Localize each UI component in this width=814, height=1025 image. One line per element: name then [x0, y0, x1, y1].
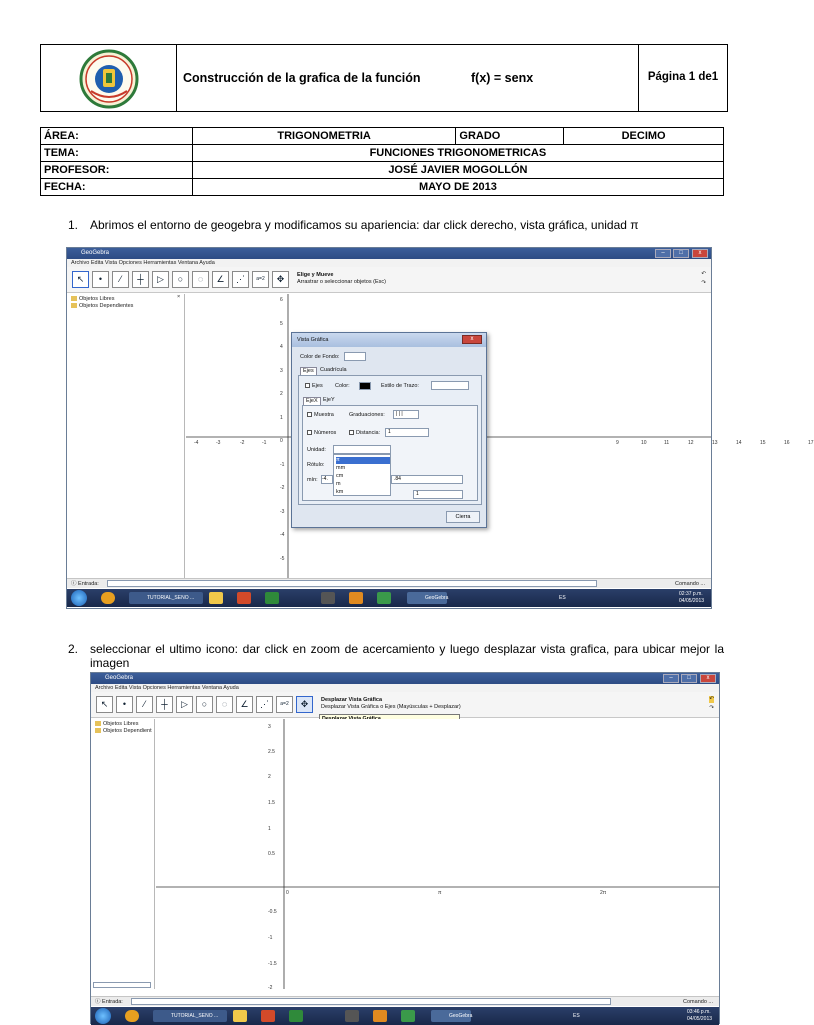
unit-dropdown-list[interactable] [333, 454, 391, 496]
task-label: TUTORIAL_SENO ... [147, 595, 195, 601]
dependent-objects-node[interactable]: Objetos Dependient [95, 728, 152, 735]
y-tick-label: 6 [280, 297, 283, 303]
distance-checkbox[interactable]: Distancia: [349, 430, 380, 437]
axes-checkbox[interactable]: Ejes [305, 383, 323, 390]
move-tool-icon[interactable]: ↖ [96, 696, 113, 713]
y-tick-label: 2.5 [268, 749, 275, 755]
grade-label: GRADO [456, 128, 564, 145]
help-icon[interactable]: ⓘ [95, 999, 101, 1005]
document-title: Construcción de la grafica de la función [183, 71, 421, 85]
step-2-number: 2. [68, 642, 79, 656]
graphics-dialog [291, 332, 487, 528]
title-cell [177, 45, 639, 111]
numbers-checkbox[interactable]: Números [307, 430, 336, 437]
powerpoint-icon[interactable] [261, 1010, 275, 1022]
powerpoint-icon[interactable] [237, 592, 251, 604]
dialog-title: Vista Gráfica [292, 333, 486, 347]
y-tick-label: 5 [280, 320, 283, 327]
tab-y-axis[interactable]: EjeY [323, 397, 335, 403]
free-objects-node[interactable]: Objetos Libres [95, 721, 138, 728]
dialog-close-icon[interactable]: x [462, 335, 482, 344]
teacher-value: JOSÉ JAVIER MOGOLLÓN [192, 162, 723, 179]
x-tick-label: 15 [760, 440, 766, 446]
folder-icon [71, 303, 77, 308]
free-objects-node[interactable]: Objetos Libres [71, 296, 114, 303]
window-titlebar [67, 248, 711, 259]
tool-description: Arrastrar o seleccionar objetos (Esc) [297, 279, 386, 285]
min-label: mín: [307, 477, 318, 483]
task-label: TUTORIAL_SENO ... [171, 1013, 219, 1019]
undo-icon[interactable]: ↶ [701, 271, 706, 277]
text-tool-icon[interactable]: a=2 [276, 696, 293, 713]
tool-description: Desplazar Vista Gráfica o Ejes (Mayúsculas + Desplazar) [321, 704, 461, 710]
tab-axes[interactable]: Ejes [300, 367, 317, 376]
network-app-icon[interactable] [377, 592, 391, 604]
geogebra-task-label: GeoGebra [425, 595, 449, 601]
explorer-icon[interactable] [233, 1010, 247, 1022]
clock-time: 02:37 p.m. [679, 591, 703, 597]
y-tick-label: 3 [280, 367, 283, 374]
y-tick-label: 1.5 [268, 800, 275, 806]
window-title: GeoGebra [105, 675, 134, 681]
conic-tool-icon[interactable]: ◌ [192, 271, 209, 288]
line-style-label: Estilo de Trazo: [381, 383, 419, 389]
max-input[interactable]: .84 [391, 475, 463, 484]
tool-name: Desplazar Vista Gráfica [321, 697, 383, 703]
algebra-view [67, 294, 185, 578]
dependent-objects-node[interactable]: Objetos Dependientes [71, 303, 133, 310]
topic-label: TEMA: [41, 145, 193, 162]
x-tick-label: 12 [688, 440, 694, 446]
x-tick-label: -1 [262, 440, 267, 446]
y-tick-label: -2 [280, 485, 285, 491]
step-2-text: seleccionar el ultimo icono: dar click en zoom de acercamiento y luego desplazar vista grafica, para ubicar mejor la imagen [90, 642, 724, 670]
grade-value: DECIMO [564, 128, 724, 145]
move-tool-icon[interactable]: ↖ [72, 271, 89, 288]
polygon-tool-icon[interactable]: ▷ [176, 696, 193, 713]
media-icon[interactable] [349, 592, 363, 604]
window-titlebar [91, 673, 719, 684]
axes-svg [156, 719, 719, 989]
table-row [41, 179, 724, 196]
logo-cell [41, 45, 177, 111]
angle-tool-icon[interactable]: ∠ [212, 271, 229, 288]
maximize-icon[interactable]: □ [681, 674, 697, 683]
media-icon[interactable] [373, 1010, 387, 1022]
input-bar [91, 996, 719, 1006]
y-tick-label: -4 [280, 532, 285, 538]
window-title: GeoGebra [81, 250, 110, 256]
ticks-select[interactable]: | | | [393, 410, 419, 419]
cross-input[interactable]: 1 [413, 490, 463, 499]
clock-time: 03:46 p.m. [687, 1009, 711, 1015]
background-color-swatch[interactable] [344, 352, 366, 361]
close-icon[interactable]: x [700, 674, 716, 683]
point-tool-icon[interactable]: • [92, 271, 109, 288]
line-style-select[interactable] [431, 381, 469, 390]
calendar-icon[interactable] [321, 592, 335, 604]
clock-date: 04/05/2013 [679, 598, 705, 604]
x-tick-label: 14 [736, 440, 742, 446]
perpendicular-tool-icon[interactable]: ┼ [132, 271, 149, 288]
y-tick-label: -1.5 [268, 961, 277, 967]
document-header [40, 44, 728, 112]
polygon-tool-icon[interactable]: ▷ [152, 271, 169, 288]
tool-name: Elige y Mueve [297, 272, 334, 278]
step-1-number: 1. [68, 218, 79, 232]
unit-option[interactable]: km [336, 489, 344, 495]
school-seal-logo [41, 45, 177, 111]
tool-bar [67, 267, 711, 293]
reflect-tool-icon[interactable]: ⋰ [232, 271, 249, 288]
algebra-view [91, 719, 155, 989]
folder-icon [71, 296, 77, 301]
page-cell [639, 45, 727, 111]
redo-icon[interactable]: ↷ [709, 705, 714, 711]
explorer-icon[interactable] [209, 592, 223, 604]
x-tick-label: π [438, 890, 442, 896]
close-icon[interactable]: x [692, 249, 708, 258]
unit-option[interactable]: m [336, 481, 341, 487]
tab-grid[interactable]: Cuadrícula [320, 367, 347, 373]
y-tick-label: -0.5 [268, 909, 277, 915]
input-field[interactable] [107, 580, 597, 587]
command-select[interactable]: Comando ... [683, 999, 713, 1005]
date-label: FECHA: [41, 179, 193, 196]
step-1-text: Abrimos el entorno de geogebra y modificamos su apariencia: dar click derecho, vista gráfica, unidad π [90, 218, 639, 232]
horizontal-scrollbar[interactable] [93, 982, 151, 988]
start-icon[interactable] [71, 590, 87, 606]
text-tool-icon[interactable]: a=2 [252, 271, 269, 288]
color-label: Color: [335, 383, 350, 389]
geogebra-screenshot-1 [66, 247, 814, 609]
teacher-label: PROFESOR: [41, 162, 193, 179]
menu-bar[interactable]: Archivo Edita Vista Opciones Herramientas Ventana Ayuda [67, 259, 711, 267]
move-graphics-tool-icon[interactable]: ✥ [296, 696, 313, 713]
y-tick-label: 1 [280, 414, 283, 421]
folder-icon [95, 728, 101, 733]
undo-icon[interactable]: ↶ [709, 696, 714, 702]
perpendicular-tool-icon[interactable]: ┼ [156, 696, 173, 713]
geogebra-screenshot-2 [90, 672, 720, 1024]
close-button[interactable]: Cierra [446, 511, 480, 523]
angle-tool-icon[interactable]: ∠ [236, 696, 253, 713]
function-label: f(x) = senx [471, 71, 534, 85]
axis-label-label: Rótulo: [307, 462, 325, 468]
language-indicator[interactable]: ES [559, 595, 566, 601]
windows-taskbar [91, 1007, 719, 1025]
excel-icon[interactable] [289, 1010, 303, 1022]
distance-input[interactable]: 1 [385, 428, 429, 437]
area-label: ÁREA: [41, 128, 193, 145]
chrome-icon[interactable] [101, 592, 115, 604]
input-label: Entrada: [78, 581, 99, 587]
tab-x-axis[interactable]: EjeX [303, 397, 321, 406]
x-tick-label: 16 [784, 440, 790, 446]
x-tick-label: -3 [216, 440, 221, 446]
conic-tool-icon[interactable]: ◌ [216, 696, 233, 713]
x-tick-label: -2 [240, 440, 245, 446]
x-tick-label: 17 [808, 440, 814, 446]
circle-tool-icon[interactable]: ○ [172, 271, 189, 288]
ticks-label: Graduaciones: [349, 412, 385, 418]
topic-value: FUNCIONES TRIGONOMETRICAS [192, 145, 723, 162]
y-tick-label: 4 [280, 344, 283, 350]
unit-select[interactable] [333, 445, 391, 454]
y-tick-label: 2 [268, 774, 271, 780]
network-app-icon[interactable] [401, 1010, 415, 1022]
y-tick-label: 3 [268, 724, 271, 730]
circle-tool-icon[interactable]: ○ [196, 696, 213, 713]
y-tick-label: -3 [280, 508, 285, 515]
y-tick-label: 1 [268, 826, 271, 832]
y-tick-label: -1 [280, 461, 285, 468]
show-checkbox[interactable]: Muestra [307, 412, 334, 419]
background-color-label: Color de Fondo: [300, 354, 340, 360]
min-input[interactable]: -4. [321, 475, 333, 484]
y-tick-label: -1 [268, 935, 273, 941]
calendar-icon[interactable] [345, 1010, 359, 1022]
close-panel-icon[interactable]: × [177, 294, 181, 300]
axis-color-swatch[interactable] [359, 382, 371, 390]
line-tool-icon[interactable]: ⁄ [112, 271, 129, 288]
command-select[interactable]: Comando ... [675, 581, 705, 587]
x-axis-panel [302, 405, 478, 501]
line-tool-icon[interactable]: ⁄ [136, 696, 153, 713]
excel-icon[interactable] [265, 592, 279, 604]
x-tick-label: 13 [712, 440, 718, 446]
geogebra-task-label: GeoGebra [449, 1013, 473, 1019]
x-tick-label: 2π [600, 890, 607, 896]
date-value: MAYO DE 2013 [192, 179, 723, 196]
help-icon[interactable]: ⓘ [71, 581, 77, 587]
chrome-icon[interactable] [125, 1010, 139, 1022]
x-tick-label: 11 [664, 440, 670, 446]
y-tick-label: 0 [280, 438, 283, 444]
axes-panel [298, 375, 482, 505]
redo-icon[interactable]: ↷ [701, 280, 706, 286]
start-icon[interactable] [95, 1008, 111, 1024]
page-number: Página 1 de1 [647, 71, 719, 83]
language-indicator[interactable]: ES [573, 1013, 580, 1019]
x-tick-label: -4 [194, 440, 199, 446]
y-tick-label: -5 [280, 555, 285, 562]
minimize-icon[interactable]: – [655, 249, 671, 258]
folder-icon [95, 721, 101, 726]
menu-bar[interactable]: Archivo Edita Vista Opciones Herramientas Ventana Ayuda [91, 684, 719, 692]
table-row [41, 145, 724, 162]
move-graphics-tool-icon[interactable]: ✥ [272, 271, 289, 288]
y-tick-label: 0.5 [268, 851, 275, 857]
area-value: TRIGONOMETRIA [192, 128, 456, 145]
point-tool-icon[interactable]: • [116, 696, 133, 713]
unit-option[interactable]: mm [336, 465, 346, 471]
maximize-icon[interactable]: □ [673, 249, 689, 258]
unit-label: Unidad: [307, 447, 326, 453]
y-tick-label: -2 [268, 985, 273, 991]
table-row [41, 128, 724, 145]
minimize-icon[interactable]: – [663, 674, 679, 683]
x-tick-label: 9 [616, 440, 619, 446]
graphics-view[interactable] [156, 719, 719, 989]
input-field[interactable] [131, 998, 611, 1005]
unit-option[interactable]: π [336, 457, 390, 464]
input-bar [67, 578, 711, 588]
info-table [40, 127, 724, 196]
x-tick-label: 10 [641, 440, 647, 446]
unit-option[interactable]: cm [336, 473, 344, 479]
y-tick-label: 2 [280, 391, 283, 397]
input-label: Entrada: [102, 999, 123, 1005]
clock-date: 04/05/2013 [687, 1016, 713, 1022]
reflect-tool-icon[interactable]: ⋰ [256, 696, 273, 713]
windows-taskbar [67, 589, 711, 607]
x-tick-label: 0 [286, 890, 289, 896]
table-row [41, 162, 724, 179]
